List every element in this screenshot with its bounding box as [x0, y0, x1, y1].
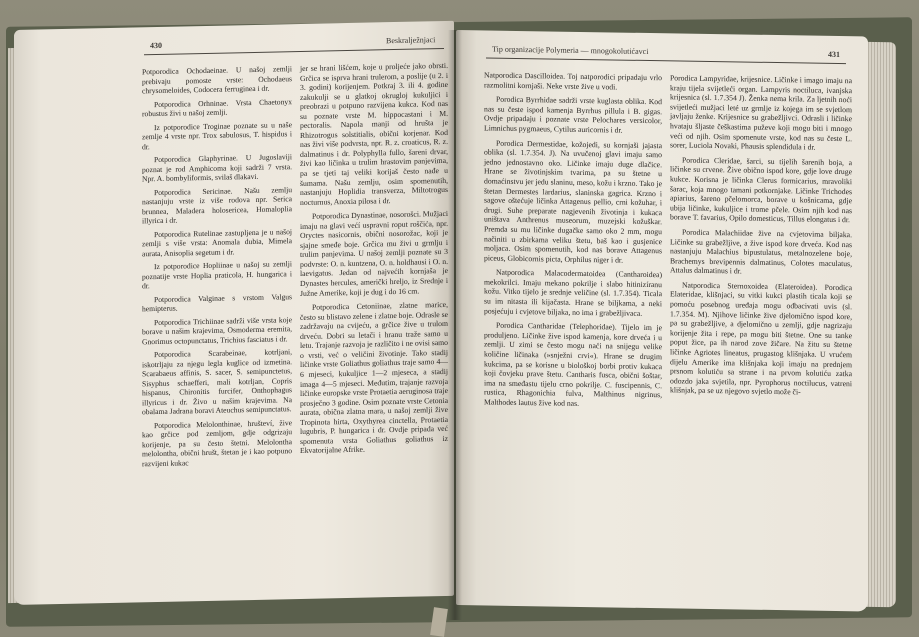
right-running-head: Tip organizacije Polymeria — mnogokolutićavci [492, 44, 649, 57]
paragraph: Potporodica Glaphyrinae. U Jugoslaviji poznat je rod Amphicoma koji sadrži 7 vrsta. Npr. A. bombyliformis, svilaš dlakavi. [142, 152, 292, 184]
right-page-number: 431 [828, 49, 840, 60]
paragraph: Natporodica Sternoxoidea (Elateroidea). Porodica Elateridae, klišnjaci, su vitki kukci plastih ticala koji se pomoću posebnog uređaja mogu odbacivati uvis (sl. 1.7.354. M). Njihove ličinke žive djelomično ispod kore, pa su grabežljive, a djelomično u zemlji, gdje nagrizaju korijenje žita i repe, pa mogu biti štetne. One su tanke poput žice, pa ih narod zove žičare. Na žitu su štetne ličinke Agriotes lineatus, prugastog klišnjaka. U vrućem dijelu Amerike ima klišnjaka koji imaju na prednjem prsnom kolutiću sa strane i na prvom kolutiću zatka odozdo jaka svjetila, npr. Pyrophorus noctilucus, vatreni klišnjak, pa se uz njegovo svjetlo može či- [670, 280, 852, 397]
left-column-2 [300, 61, 448, 461]
paragraph: jer se hrani lišćem, koje u proljeće jako obrsti. Grčica se isprva hrani trulerom, a poslije (u 2. i 3. godini) korijenjem. Potkraj 3. ili 4. godine zakukulji se u glatkoj okruglој kukuljici i preobrazi u potpuno razvijena kukca. Kod nas su poznate vrste M. hippocastani i M. pectoralis. Napola manji od hrušta je Rhizotrogus solstitialis, obični korjenar. Kod nas živi više podvrsta, npr. R. z. croaticus, R. z. dalmatinus i dr. Polyphylla fullo, šareni drvar, živi kao ličinka u trulim hrastovim panjevima, pa se tjeti taj veliki korijaš često nađe u šumama. Našu zemlju, osim spomenutih, nastanjuju Hoplidia transverza, Miltotrogus nocturnus, Anoxia pilosa i dr. [300, 60, 448, 207]
left-running-head: Beskralježnjaci [386, 35, 436, 46]
paragraph: Potporodica Scarabeinae, kotrljani, iskotrljaju za njegu legla kuglice od izmetina. Scarabaeus affinis, S. sacer, S. semipunctetus, Sisyphus schaefferi, mali kotrljan, Copris hispanus, Chironitis furcifer, Onthophagus illyricus i dr. Živo u našim krajevima. Na obalama Jadrana boravi Ateuchus semipunctatus. [142, 347, 292, 417]
paragraph: Potporodica Orhninae. Vrsta Chaetonyx robustus živi u našoj zemlji. [142, 96, 292, 119]
book-gutter [448, 30, 462, 620]
paragraph: Potporodica Cetoniinae, zlatne marice, često su blistavo zelene i zlatne boje. Odrasle se zadržavaju na cvijeću, a grčice žive u trulom drveću. Dobri su letači i hranu traže samo u letu. Trajanje razvoja je različito i ne ovisi samo o vrsti, već o veličini životinje. Tako stadij ličinke vrste Goliathus goliathus traje samo 4—6 mjeseci, kukuljice 1—2 mjeseca, a stadij imaga 4—5 mjeseci. Međutim, trajanje razvoja ličinke europske vrste Protaetia aeruginosa traje prosječno 3 godine. Osim poznate vrste Cetonia aurata, obična zlatna mara, u našoj zemlji žive Tropinota hirta, Oxythyrea cinctella, Protaetia lugubris, P. hungarica i dr. Ovdje pripada već spomenuta vrsta Goliathus goliathus iz Ekvatorijalne Afrike. [300, 300, 448, 456]
left-page-header [14, 35, 454, 58]
paragraph: Porodica Cleridae, šarci, su tijelih šarenih boja, a ličinke su crvene. Žive obično ispod kore, gdje love druge kukce. Korisna je ličinka Clerus formicarius, mravoliki šarac, koja mnogo tamani potkornjake. Ličinke Trichodes apiarius, šareno pčelomorca, borave u košnicama, gdje ubija ličinke, kukuljice i trome pčele. Osim njih kod nas borave T. favarius, Opilo domesticus, Tillus elongatus i dr. [670, 155, 852, 225]
right-column-1 [484, 70, 662, 414]
paragraph: Porodica Lampyridae, krijesnice. Ličinke i imago imaju na kraju tijela svijetleći organ. Lampyris noctiluca, ivanjska krijesnica (sl. 1.7.354 J). Ženka nema krila. Za ljetnih noći svijetleći mužjaci leté uz grmlje iz kojega im se svjetlom javljaju ženke. Krijesnice su grabežljivci. Odrasli i ličinke hvataju šljaste češkastima puževe koji mogu biti i mnogo veći od njih. Osim spomenute vrste, kod nas su česte L. sorer, Luciola Novaki, Phausis splendidula i dr. [670, 73, 852, 152]
right-page [456, 30, 868, 611]
right-page-header [456, 44, 868, 64]
paragraph: Potporodica Melolonthinae, hrušteví, žive kao grčice pod zemljom, gdje odgrizaju korijenje, pa su često štetni. Melolontha melolontha, obični hrušt, štetan je i kao potpuno razvijeni kukac [142, 417, 292, 468]
paragraph: Porodica Byrrhidae sadrži vrste kuglasta oblika. Kod nas su česte ispod kamenja Byrrhus pillula i B. gigas. Ovdje pripadaju i poznate vrste Pelochares versicolor, Limnichus pygmaeus, Cytilus auricornis i dr. [484, 94, 662, 135]
paragraph: Potporodica Ochodaeinae. U našoj zemlji prebivaju pomoste vrste: Ochodaeus chrysomeloides, Codocera ferruginea i dr. [142, 64, 292, 96]
paragraph: Natporodica Dascilloidea. Toj natporodici pripadaju vrlo razmolitni kornjaši. Neke vrste žive u vodi. [484, 70, 662, 92]
paragraph: Potporodica Valginae s vrstom Valgus hemipterus. [142, 291, 292, 314]
paragraph: Potporodica Dynastinae, nosorošci. Mužjaci imaju na glavi većí uspravni roput roščića, npr. Oryctes nasicornis, obični nosorožac, koji je sjajne smeđe boje. Grčica mu živi u grmlju i trulim panjevima. U našoj zemlji poznate su 3 podvrste: O. n. kuntzena, O. n. holdhausi i O. n. laevigatus. Jedan od najvećih kornjaša je Dynastes hercules, američki hrelјo, iz Srednje i Južne Amerike, koji je dug i do 16 cm. [300, 209, 448, 298]
left-page-number: 430 [150, 40, 162, 51]
paragraph: Potporodica Rutelinae zastupljena je u našoj zemlji s više vrsta: Anomala dubia, Mimela aurata, Anisoplia segetum i dr. [142, 226, 292, 258]
paragraph: Porodica Dermestidae, kožojedi, su kornjaši jajasta oblika (sl. 1.7.354. J). Na uvučenoj glavi imaju samo jedno jednostavno oko. Ličinke imaju duge dlačice. Hrane se životinjskim tvarima, pa su štetne u domaćinstvu jer jedu slaninu, meso, kožu i krzno. Tako je štetan Dermestes lardarius, slaninska gagrica. Krzno i sagove oštećuje ličinka Attagenus pellio, crni kožuhar, i drugi. Suhe preparate nagjevenih životinja i kukaca uništava Anthrenus museorum, muzejski kožuškar. Premda su mu ličinke dugačke samo oko 2 mm, mogu načiniti u zbirkama veliku štetu, baš kao i gusjenice moljaca. Osim spomenutih, kod nas borave Attagenus piceus, Globicornis picta, Orphilus niger i dr. [484, 138, 662, 265]
paragraph: Potporodica Sericinae. Našu zemlju nastanjuju vrste iz više rodova npr. Serica brunnea, Maladera holosericea, Homaloplia illyrica i dr. [142, 184, 292, 226]
right-column-2 [670, 73, 852, 403]
paragraph: Porodica Malachiidae žive na cvjetovima biljaka. Ličinke su grabežljive, a žive ispod kore drveća. Kod nas nastanjuju Malachius bipustulatus, metalnozelene boje, Brachemys brevipennis dalmatinus, Colotes maculatus, Attalus dalmatinus i dr. [670, 227, 852, 276]
paragraph: Iz potporodice Troginae poznate su u naše zemlje 4 vrste npr. Trox sabulosus, T. hispidus i dr. [142, 119, 292, 151]
paragraph: Porodica Cantharidae (Telephoridae). Tijelo im je produljeno. Ličinke žive ispod kamenja, kore drveća i u zemlji. U zimi se često mogu naći na snijegu velike količine ličinaka (»snježni crvi«). Hrane se drugim kukcima, pa se korisne u biološkoj borbi protiv kukaca koji čovjeku prave štetu. Cantharis fusca, obični šoštar, ima na smeđastu tijelu crno pokrilje. C. fuscipennis, C. rustica, Rhagonichia fulva, Malthinus nigrinus, Malthodes lautus žive kod nas. [484, 320, 662, 408]
left-column-1 [142, 64, 292, 472]
paragraph: Natporodica Malacodermatoidea (Cantharoidea) mekokrilci. Imaju mekano pokrilje i slabo hitinizíranu kožu. Vitko tijelo je srednje veličine (sl. 1.7.354). Ticala su im nitasta ili kijačasta. Hrane se biljkama, a neki posjećuju i cvjetove biljaka, no ima i grabežljivaca. [484, 267, 662, 318]
paragraph: Iz potporodice Hopliinae u našoj su zemlji poznatije vrste Hoplia praticola, H. hungarica i dr. [142, 259, 292, 291]
left-page [14, 21, 454, 605]
paragraph: Potporodica Trichiinae sadrži više vrsta koje borave u našim krajevima, Osmoderma eremita, Gnorimus octopunctatus, Trichius fasciatus i dr. [142, 314, 292, 346]
